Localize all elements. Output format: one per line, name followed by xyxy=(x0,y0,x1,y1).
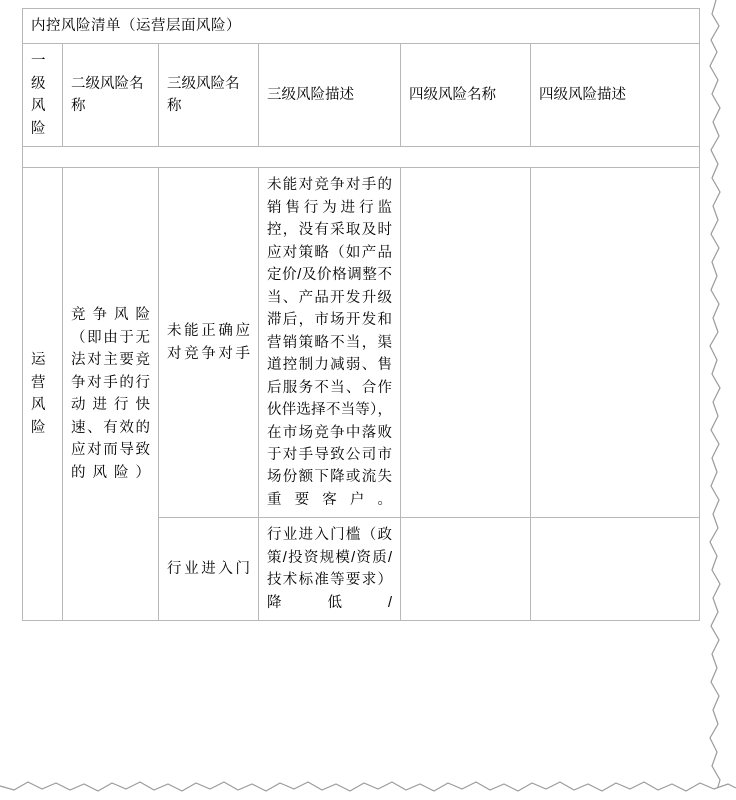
cell-level3-risk-name: 未能正确应对竞争对手 xyxy=(159,168,259,518)
cell-level3-risk-desc: 未能对竞争对手的销售行为进行监控，没有采取及时应对策略（如产品定价/及价格调整不当、产品开发升级滞后，市场开发和营销策略不当，渠道控制力减弱、售后服务不当、合作伙伴选择不当等），在市场竞争中落败于对手导致公司市场份额下降或流失重要客户。 xyxy=(259,168,401,518)
separator-cell xyxy=(159,147,259,168)
separator-cell xyxy=(23,147,63,168)
separator-cell xyxy=(63,147,159,168)
document-content xyxy=(22,8,699,621)
cell-level1-risk: 运营风险 xyxy=(23,168,63,621)
separator-cell xyxy=(401,147,531,168)
column-header-level4-name: 四级风险名称 xyxy=(401,44,531,147)
cell-level3-risk-desc: 行业进入门槛（政策/投资规模/资质/技术标准等要求）降低/ xyxy=(259,518,401,621)
table-row xyxy=(23,168,700,518)
column-header-level3-name: 三级风险名称 xyxy=(159,44,259,147)
table-separator-row xyxy=(23,147,700,168)
table-header-row xyxy=(23,44,700,147)
cell-level4-risk-name xyxy=(401,168,531,518)
column-header-level2-name: 二级风险名称 xyxy=(63,44,159,147)
table-title: 内控风险清单（运营层面风险） xyxy=(23,9,700,44)
cell-level4-risk-desc xyxy=(531,518,700,621)
separator-cell xyxy=(259,147,401,168)
table-title-row xyxy=(23,9,700,44)
cell-level4-risk-desc xyxy=(531,168,700,518)
risk-table xyxy=(22,8,700,621)
cell-level2-risk-name: 竞争风险（即由于无法对主要竞争对手的行动进行快速、有效的应对而导致的风险） xyxy=(63,168,159,621)
separator-cell xyxy=(531,147,700,168)
torn-paper-bottom-edge xyxy=(0,774,736,800)
cell-level4-risk-name xyxy=(401,518,531,621)
torn-paper-right-edge xyxy=(702,0,736,800)
cell-level3-risk-name: 行业进入门 xyxy=(159,518,259,621)
column-header-level4-desc: 四级风险描述 xyxy=(531,44,700,147)
column-header-level3-desc: 三级风险描述 xyxy=(259,44,401,147)
column-header-level1: 一级风险 xyxy=(23,44,63,147)
